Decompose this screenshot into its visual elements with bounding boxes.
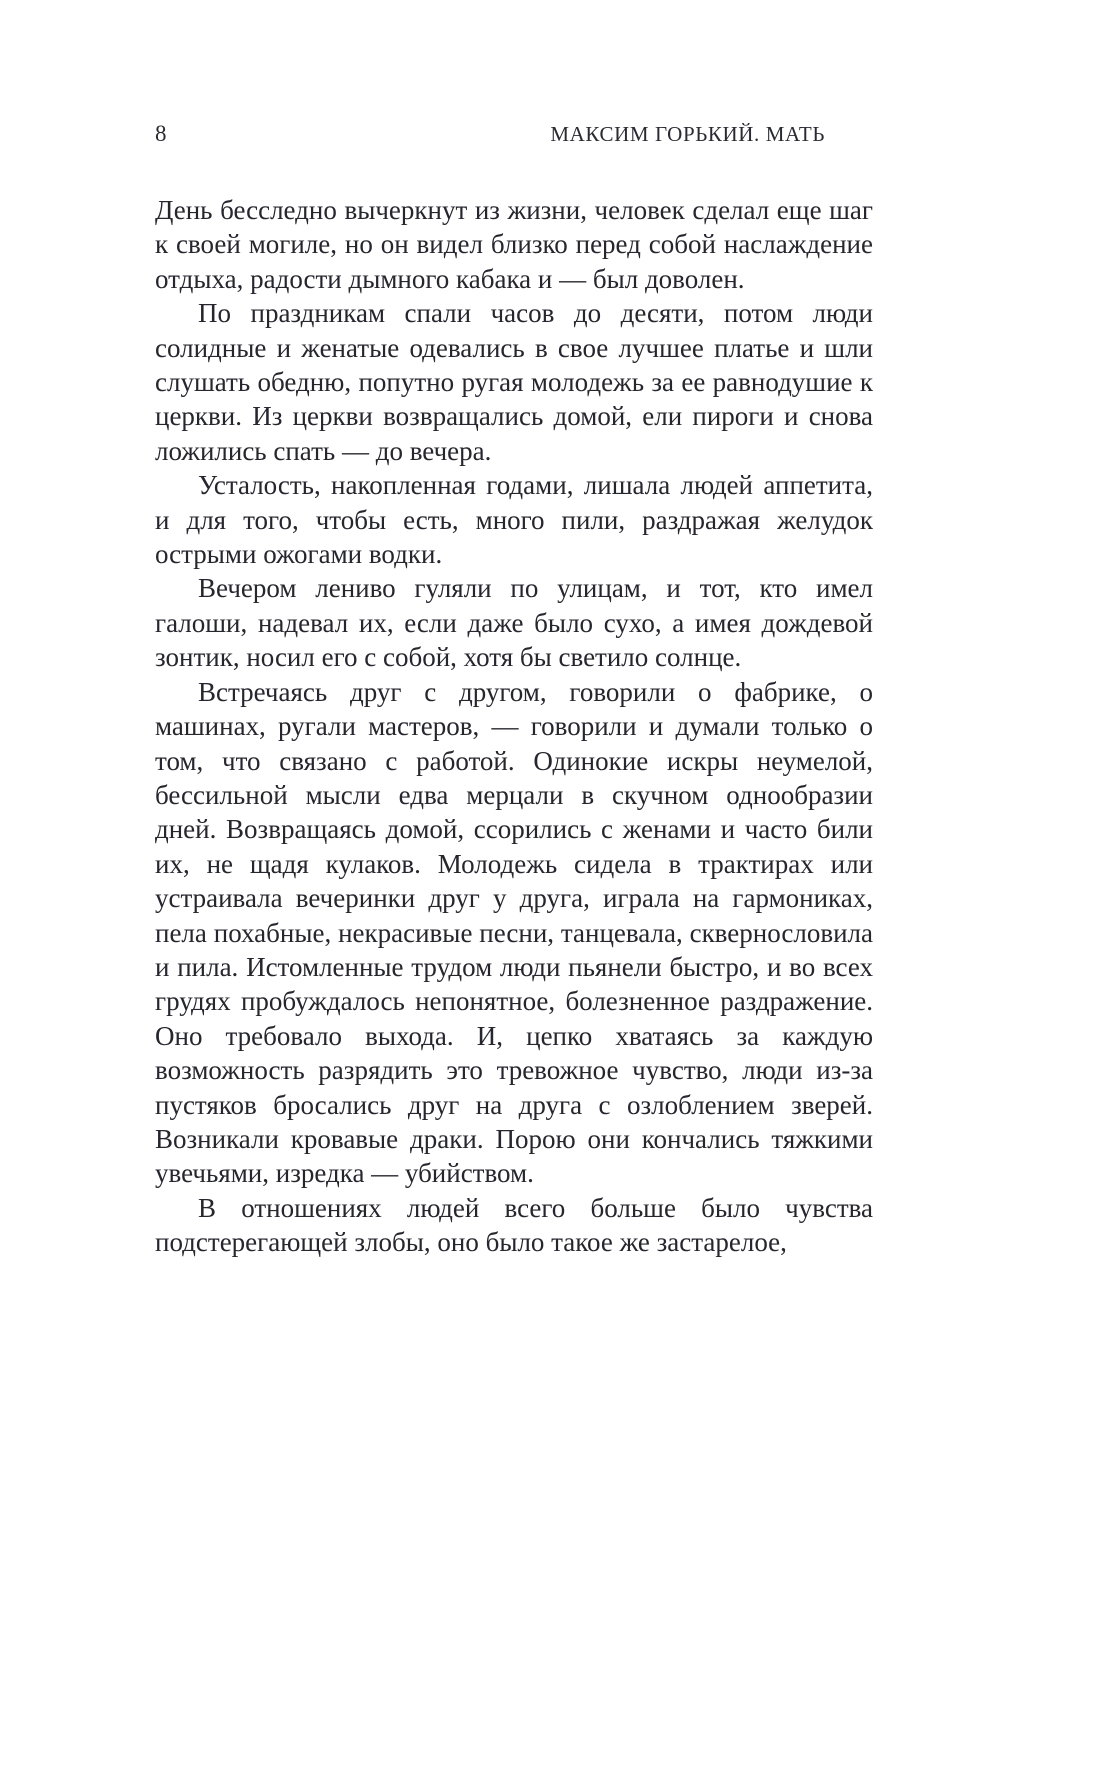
paragraph: По праздникам спали часов до десяти, потом люди солидные и женатые одевались в свое лучшее платье и шли слушать обедню, попутно ругая молодежь за ее равнодушие к церкви. Из церкви возвращались домой, ели пироги и снова ложились спать — до вечера.: [155, 298, 873, 466]
page-body: [155, 193, 873, 1260]
paragraph: Вечером лениво гуляли по улицам, и тот, кто имел галоши, надевал их, если даже было сухо, а имея дождевой зонтик, носил его с собой, хотя бы светило солнце.: [155, 573, 873, 673]
paragraph: Усталость, накопленная годами, лишала людей аппетита, и для того, чтобы есть, много пили, раздражая желудок острыми ожогами водки.: [155, 470, 873, 570]
running-title: МАКСИМ ГОРЬКИЙ. МАТЬ: [550, 122, 825, 146]
paragraph: В отношениях людей всего больше было чувства подстерегающей злобы, оно было такое же застарелое,: [155, 1192, 873, 1258]
paragraph: День бесследно вычеркнут из жизни, человек сделал еще шаг к своей могиле, но он видел близко перед собой наслаждение отдыха, радости дымного кабака и — был доволен.: [155, 195, 873, 294]
page-number: 8: [155, 121, 167, 146]
running-header: [155, 121, 873, 147]
paragraph: Встречаясь друг с другом, говорили о фабрике, о машинах, ругали мастеров, — говорили и думали только о том, что связано с работой. Одинокие искры неумелой, бессильной мысли едва мерцали в скучном однообразии дней. Возвращаясь домой, ссорились с женами и часто били их, не щадя кулаков. Молодежь сидела в трактирах или устраивала вечеринки друг у друга, играла на гармониках, пела похабные, некрасивые песни, танцевала, сквернословила и пила. Истомленные трудом люди пьянели быстро, и во всех грудях пробуждалось непонятное, болезненное раздражение. Оно требовало выхода. И, цепко хватаясь за каждую возможность разрядить это тревожное чувство, люди из-за пустяков бросались друг на друга с озлоблением зверей. Возникали кровавые драки. Порою они кончались тяжкими увечьями, изредка — убийством.: [155, 676, 873, 1189]
